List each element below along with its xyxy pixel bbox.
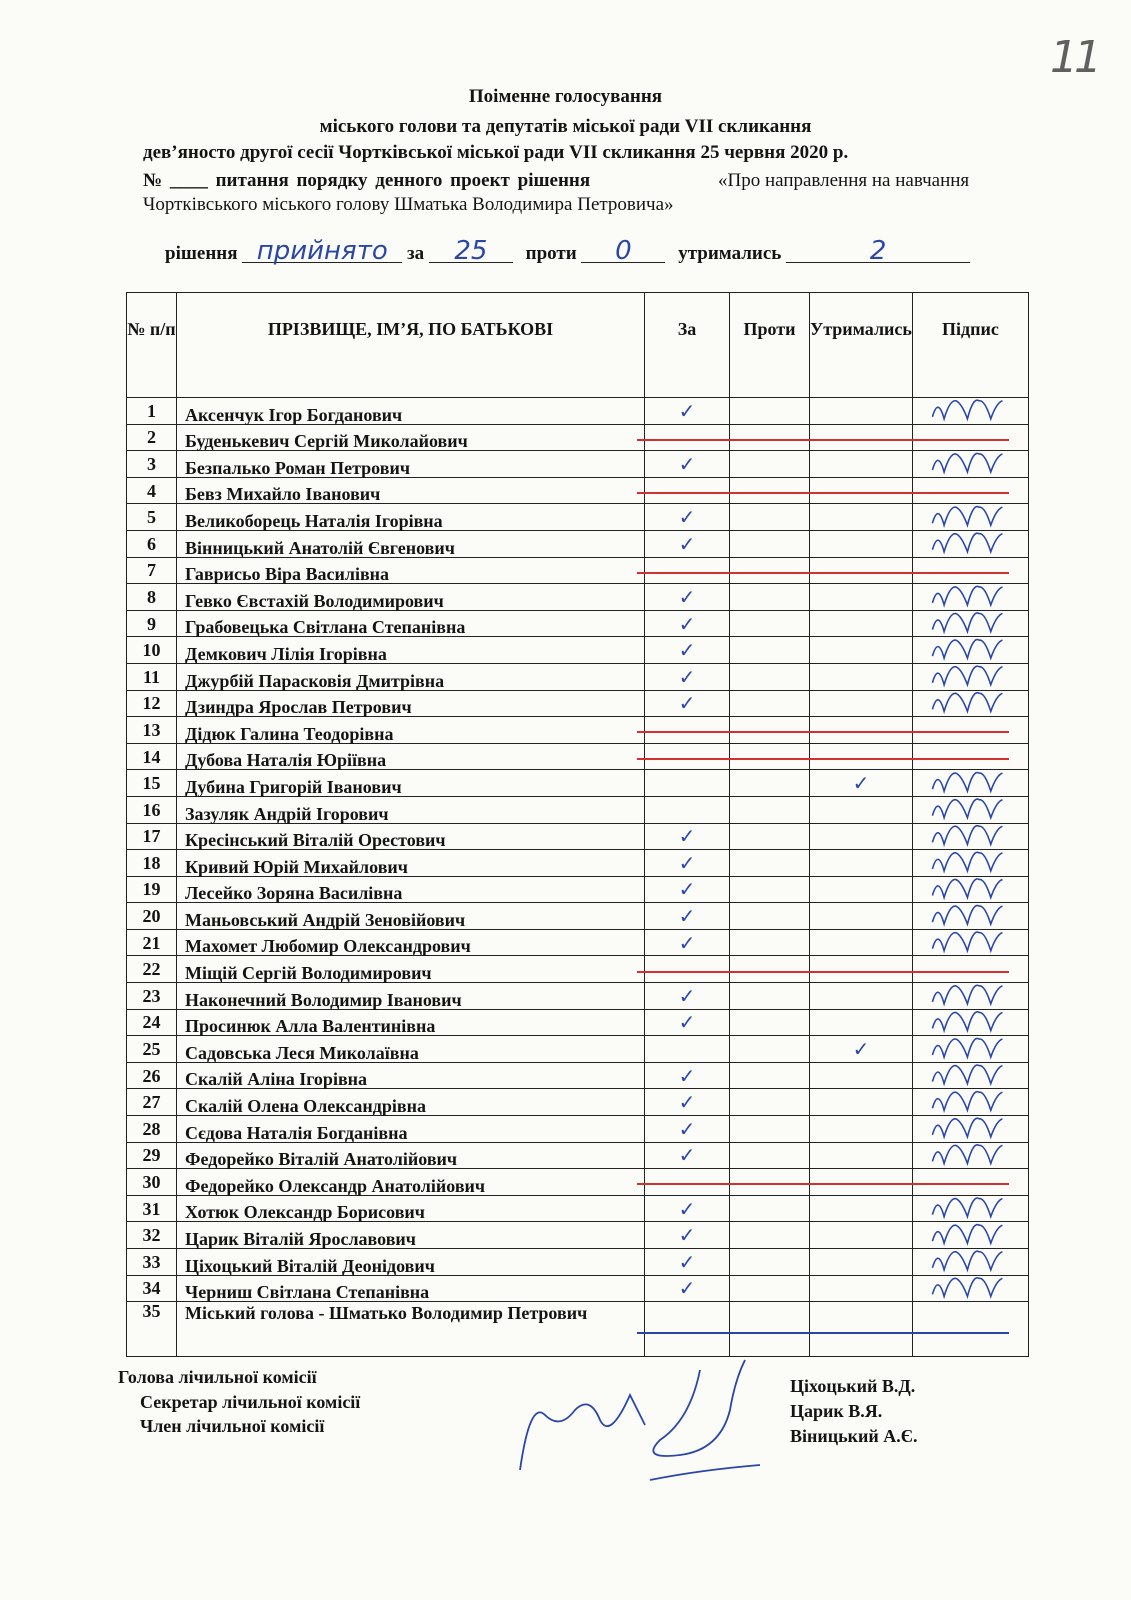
- signature-mark: [932, 1278, 1002, 1297]
- row-number: 16: [127, 796, 177, 823]
- for-checkmark: ✓: [645, 876, 730, 903]
- header-signature: Підпис: [912, 293, 1028, 398]
- for-checkmark: ✓: [645, 451, 730, 478]
- row-name: Буденькевич Сергій Миколайович: [177, 424, 645, 451]
- row-number: 15: [127, 770, 177, 797]
- signature-mark: [932, 905, 1002, 924]
- for-checkmark: ✓: [645, 1249, 730, 1276]
- signature-mark: [932, 799, 1002, 818]
- header-against: Проти: [730, 293, 810, 398]
- row-number: 19: [127, 876, 177, 903]
- signature-mark: [932, 693, 1002, 712]
- row-number: 20: [127, 903, 177, 930]
- row-number: 24: [127, 1009, 177, 1036]
- decision-label: рішення: [165, 243, 238, 264]
- row-name: Грабовецька Світлана Степанівна: [177, 610, 645, 637]
- header-for: За: [645, 293, 730, 398]
- for-checkmark: ✓: [645, 823, 730, 850]
- row-name: Наконечний Володимир Іванович: [177, 983, 645, 1010]
- row-number: 7: [127, 557, 177, 584]
- for-checkmark: ✓: [645, 530, 730, 557]
- for-count: 25: [429, 240, 513, 263]
- row-name: Міський голова - Шматько Володимир Петрович: [177, 1302, 645, 1357]
- page-number: 11: [1050, 32, 1098, 83]
- row-name: Скалій Олена Олександрівна: [177, 1089, 645, 1116]
- decision-value: прийнято: [242, 240, 402, 263]
- row-number: 17: [127, 823, 177, 850]
- signature-mark: [932, 1012, 1002, 1031]
- row-number: 25: [127, 1036, 177, 1063]
- signature-mark: [932, 1198, 1002, 1217]
- for-checkmark: ✓: [645, 584, 730, 611]
- row-name: Безпалько Роман Петрович: [177, 451, 645, 478]
- signature-mark: [932, 826, 1002, 845]
- row-name: Аксенчук Ігор Богданович: [177, 398, 645, 425]
- header-line-3: дев’яносто другої сесії Чортківської міської ради VII скликання 25 червня 2020 р.: [143, 142, 849, 163]
- row-number: 14: [127, 743, 177, 770]
- signature-mark: [932, 1065, 1002, 1084]
- signature-mark: [932, 1038, 1002, 1057]
- row-name: Міщій Сергій Володимирович: [177, 956, 645, 983]
- row-name: Царик Віталій Ярославович: [177, 1222, 645, 1249]
- row-name: Демкович Лілія Ігорівна: [177, 637, 645, 664]
- for-checkmark: ✓: [645, 1222, 730, 1249]
- row-name: Садовська Леся Миколаївна: [177, 1036, 645, 1063]
- row-name: Дубина Григорій Іванович: [177, 770, 645, 797]
- for-checkmark: ✓: [645, 1089, 730, 1116]
- row-number: 12: [127, 690, 177, 717]
- row-name: Джурбій Парасковія Дмитрівна: [177, 663, 645, 690]
- row-name: Зазуляк Андрій Ігорович: [177, 796, 645, 823]
- for-checkmark: ✓: [645, 929, 730, 956]
- row-number: 27: [127, 1089, 177, 1116]
- row-number: 8: [127, 584, 177, 611]
- row-number: 23: [127, 983, 177, 1010]
- row-name: Дідюк Галина Теодорівна: [177, 717, 645, 744]
- row-name: Черниш Світлана Степанівна: [177, 1275, 645, 1302]
- for-checkmark: ✓: [645, 1142, 730, 1169]
- row-number: 1: [127, 398, 177, 425]
- row-name: Лесейко Зоряна Василівна: [177, 876, 645, 903]
- row-number: 33: [127, 1249, 177, 1276]
- row-number: 9: [127, 610, 177, 637]
- for-checkmark: ✓: [645, 1009, 730, 1036]
- row-number: 35: [127, 1302, 177, 1357]
- against-count: 0: [581, 240, 665, 263]
- row-name: Скалій Аліна Ігорівна: [177, 1062, 645, 1089]
- for-checkmark: ✓: [645, 903, 730, 930]
- header-line-4-suffix: «Про направлення на навчання: [718, 170, 970, 191]
- row-name: Кривий Юрій Михайлович: [177, 850, 645, 877]
- secretary-name: Царик В.Я.: [790, 1401, 883, 1421]
- row-name: Махомет Любомир Олександрович: [177, 929, 645, 956]
- signature-mark: [932, 400, 1002, 419]
- abstained-label: утримались: [678, 243, 782, 264]
- row-name: Гаврисьо Віра Василівна: [177, 557, 645, 584]
- row-name: Вінницький Анатолій Євгенович: [177, 530, 645, 557]
- signature-mark: [932, 1225, 1002, 1244]
- row-name: Дубова Наталія Юріївна: [177, 743, 645, 770]
- row-name: Ціхоцький Віталій Деонідович: [177, 1249, 645, 1276]
- signature-mark: [932, 852, 1002, 871]
- header-line-5: Чортківського міського голову Шматька Володимира Петровича»: [143, 194, 674, 215]
- signature-mark: [932, 879, 1002, 898]
- member-name: Віницький А.Є.: [790, 1426, 918, 1446]
- row-number: 29: [127, 1142, 177, 1169]
- row-name: Кресінський Віталій Орестович: [177, 823, 645, 850]
- member-label: Член лічильної комісії: [140, 1416, 325, 1436]
- against-label: проти: [525, 243, 577, 264]
- signature-mark: [932, 772, 1002, 791]
- commission-signature: [650, 1360, 760, 1480]
- signature-mark: [932, 533, 1002, 552]
- commission-signature: [520, 1395, 645, 1470]
- row-name: Хотюк Олександр Борисович: [177, 1195, 645, 1222]
- row-name: Гевко Євстахій Володимирович: [177, 584, 645, 611]
- signature-mark: [932, 640, 1002, 659]
- row-name: Великоборець Наталія Ігорівна: [177, 504, 645, 531]
- signature-mark: [932, 507, 1002, 526]
- for-checkmark: ✓: [645, 610, 730, 637]
- signature-mark: [932, 1118, 1002, 1137]
- row-number: 31: [127, 1195, 177, 1222]
- secretary-label: Секретар лічильної комісії: [140, 1392, 361, 1412]
- for-checkmark: ✓: [645, 1275, 730, 1302]
- row-number: 10: [127, 637, 177, 664]
- for-checkmark: ✓: [645, 1195, 730, 1222]
- signature-mark: [932, 666, 1002, 685]
- for-checkmark: ✓: [645, 663, 730, 690]
- row-number: 13: [127, 717, 177, 744]
- chair-label: Голова лічильної комісії: [118, 1367, 317, 1387]
- header-abstain: Утримались: [810, 293, 913, 398]
- row-number: 11: [127, 663, 177, 690]
- row-number: 28: [127, 1116, 177, 1143]
- signature-mark: [932, 1251, 1002, 1270]
- row-number: 32: [127, 1222, 177, 1249]
- row-name: Сєдова Наталія Богданівна: [177, 1116, 645, 1143]
- header-line-4-prefix: № ____ питання порядку денного проект рішення: [143, 170, 591, 191]
- signature-mark: [932, 586, 1002, 605]
- for-checkmark: ✓: [645, 1116, 730, 1143]
- row-name: Маньовський Андрій Зеновійович: [177, 903, 645, 930]
- row-number: 21: [127, 929, 177, 956]
- chair-name: Ціхоцький В.Д.: [790, 1376, 916, 1396]
- for-checkmark: ✓: [645, 1062, 730, 1089]
- row-name: Дзиндра Ярослав Петрович: [177, 690, 645, 717]
- row-number: 18: [127, 850, 177, 877]
- signature-mark: [932, 613, 1002, 632]
- row-number: 22: [127, 956, 177, 983]
- row-name: Бевз Михайло Іванович: [177, 477, 645, 504]
- row-number: 2: [127, 424, 177, 451]
- row-number: 26: [127, 1062, 177, 1089]
- header-title: Поіменне голосування: [468, 86, 663, 107]
- row-number: 30: [127, 1169, 177, 1196]
- for-checkmark: ✓: [645, 983, 730, 1010]
- header-line-2: міського голови та депутатів міської ради VII скликання: [319, 116, 812, 137]
- abstained-count: 2: [786, 240, 970, 263]
- row-number: 3: [127, 451, 177, 478]
- row-name: Федорейко Віталій Анатолійович: [177, 1142, 645, 1169]
- row-name: Федорейко Олександр Анатолійович: [177, 1169, 645, 1196]
- for-checkmark: ✓: [645, 504, 730, 531]
- for-checkmark: ✓: [645, 637, 730, 664]
- abstain-checkmark: ✓: [810, 770, 913, 797]
- signature-mark: [932, 453, 1002, 472]
- header-num: № п/п: [127, 293, 177, 398]
- row-number: 6: [127, 530, 177, 557]
- header-name: ПРІЗВИЩЕ, ІМ’Я, ПО БАТЬКОВІ: [177, 293, 645, 398]
- signature-mark: [932, 1145, 1002, 1164]
- row-number: 34: [127, 1275, 177, 1302]
- for-checkmark: ✓: [645, 398, 730, 425]
- signature-mark: [932, 1092, 1002, 1111]
- row-number: 4: [127, 477, 177, 504]
- signature-mark: [932, 985, 1002, 1004]
- row-number: 5: [127, 504, 177, 531]
- row-name: Просинюк Алла Валентинівна: [177, 1009, 645, 1036]
- for-checkmark: ✓: [645, 690, 730, 717]
- abstain-checkmark: ✓: [810, 1036, 913, 1063]
- signature-mark: [932, 932, 1002, 951]
- for-label: за: [407, 243, 425, 264]
- for-checkmark: ✓: [645, 850, 730, 877]
